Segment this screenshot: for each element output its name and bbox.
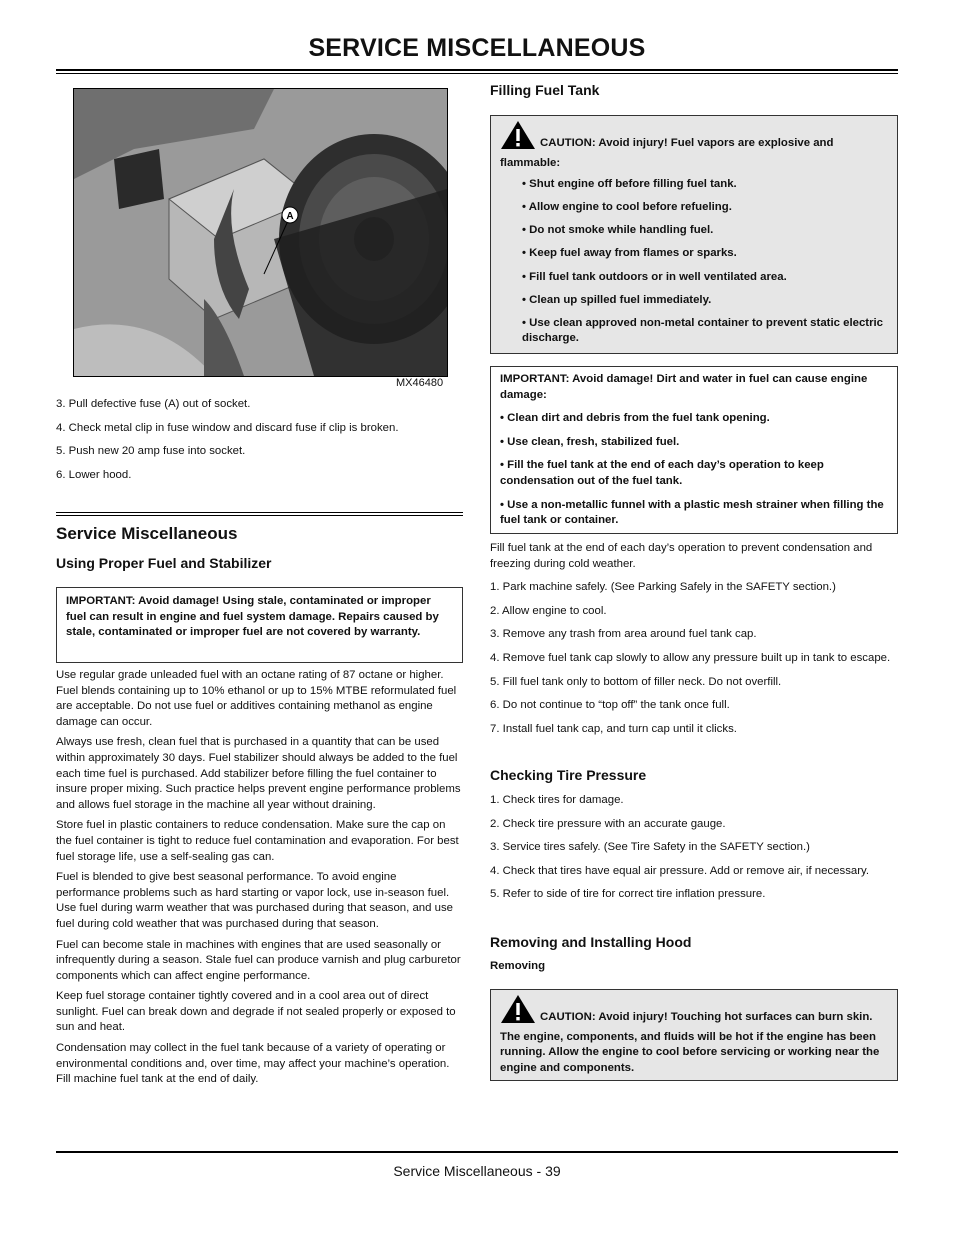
footer-rule (56, 1151, 898, 1153)
list-item: 5. Fill fuel tank only to bottom of filler neck. Do not overfill. (490, 675, 782, 688)
warning-icon (500, 120, 536, 156)
paragraph: Keep fuel storage container tightly covered and in a cool area out of direct sunlight. Fuel can break down and degrade if not sealed properly or exposed to sun and heat. (56, 990, 456, 1034)
list-item: 3. Pull defective fuse (A) out of socket. (56, 398, 251, 410)
paragraph: Use regular grade unleaded fuel with an octane rating of 87 octane or higher. Fuel blends containing up to 10% ethanol or up to 15% MTBE reformulated fuel are acceptable. Do not use fuel or additives containing methanol as engine damage can occur. (56, 669, 457, 728)
page-title: SERVICE MISCELLANEOUS (308, 34, 646, 62)
list-item: 4. Check metal clip in fuse window and discard fuse if clip is broken. (56, 421, 399, 434)
list-item: 3. Remove any trash from area around fuel tank cap. (490, 628, 757, 641)
fuel-paragraphs (56, 668, 463, 1088)
hood-heading: Removing and Installing Hood (490, 934, 692, 950)
tire-steps (490, 793, 895, 903)
caution-item: • Keep fuel away from flames or sparks. (522, 247, 737, 260)
paragraph: Condensation may collect in the fuel tank because of a variety of operating or environmental conditions and, over time, may affect your machine’s operation. Fill machine fuel tank at the end of daily. (56, 1042, 450, 1086)
list-item: 1. Check tires for damage. (490, 794, 624, 806)
caution-hood-box (490, 989, 898, 1081)
filling-heading: Filling Fuel Tank (490, 82, 600, 98)
list-item: 5. Push new 20 amp fuse into socket. (56, 445, 246, 458)
caution-hood-text: CAUTION: Avoid injury! Touching hot surfaces can burn skin. The engine, components, and fluids will be hot if the engine has been running. Allow the engine to cool before servicing or working near the engine and components. (500, 994, 888, 1076)
caution-fuel-title: CAUTION: Avoid injury! Fuel vapors are explosive and flammable: (500, 120, 888, 171)
important-fuel-text: IMPORTANT: Avoid damage! Using stale, contaminated or improper fuel can result in engine and fuel system damage. Repairs caused by stale, contaminated or improper fuel are not covered by warranty. (66, 595, 439, 639)
list-item: 5. Refer to side of tire for correct tire inflation pressure. (490, 888, 766, 901)
hood-subheading: Removing (490, 960, 546, 972)
list-item: 6. Do not continue to “top off” the tank once full. (490, 699, 730, 712)
paragraph: Fill fuel tank at the end of each day’s operation to prevent condensation and freezing during cold weather. (490, 542, 873, 570)
warning-icon (500, 994, 536, 1030)
callout-a: A (286, 211, 294, 222)
header-rule (56, 69, 898, 74)
important-dirt-title: IMPORTANT: Avoid damage! Dirt and water in fuel can cause engine damage: (500, 373, 868, 401)
important-item: • Fill the fuel tank at the end of each day’s operation to keep condensation out of the fuel tank. (500, 459, 824, 487)
list-item: 7. Install fuel tank cap, and turn cap until it clicks. (490, 722, 737, 735)
caution-fuel-box (490, 115, 898, 354)
list-item: 3. Service tires safely. (See Tire Safety in the SAFETY section.) (490, 841, 810, 854)
caution-item: • Clean up spilled fuel immediately. (522, 293, 712, 306)
caution-item: • Shut engine off before filling fuel tank. (522, 178, 737, 191)
important-item: • Clean dirt and debris from the fuel tank opening. (500, 412, 770, 425)
caution-item: • Do not smoke while handling fuel. (522, 224, 714, 237)
list-item: 1. Park machine safely. (See Parking Safely in the SAFETY section.) (490, 581, 836, 594)
figure-caption: MX46480 (396, 377, 444, 389)
paragraph: Fuel is blended to give best seasonal performance. To avoid engine performance problems such as hard starting or vapor lock, use in-season fuel. Use fuel during warm weather that was purchased during that season, and use fuel during cold weather that was purchased during that season. (56, 871, 454, 930)
list-item: 4. Check that tires have equal air pressure. Add or remove air, if necessary. (490, 864, 870, 877)
page-footer: Service Miscellaneous - 39 (393, 1163, 561, 1179)
filling-steps (490, 541, 895, 737)
list-item: 2. Allow engine to cool. (490, 604, 607, 617)
paragraph: Always use fresh, clean fuel that is purchased in a quantity that can be used within approximately 30 days. Fuel stabilizer should always be added to the fuel each time fuel is purchased. Add stabilizer before filling the fuel container to insure proper mixing. Such practice helps prevent engine performance problems and allows fuel storage in the machine all year without draining. (56, 736, 461, 811)
tires-heading: Checking Tire Pressure (490, 767, 647, 783)
fuel-heading: Using Proper Fuel and Stabilizer (56, 555, 272, 571)
caution-item: • Allow engine to cool before refueling. (522, 201, 732, 214)
list-item: 2. Check tire pressure with an accurate gauge. (490, 817, 726, 830)
section-title: Service Miscellaneous (56, 524, 238, 543)
paragraph: Fuel can become stale in machines with engines that are used seasonally or infrequently during a season. Stale fuel can produce varnish and plug carburetor components which can affect engine performance. (56, 938, 461, 982)
list-item: 4. Remove fuel tank cap slowly to allow any pressure built up in tank to escape. (490, 651, 891, 664)
section-rule (56, 512, 463, 516)
paragraph: Store fuel in plastic containers to reduce condensation. Make sure the cap on the fuel container is tight to reduce fuel contamination and evaporation. For best fuel storage life, use a self-sealing gas can. (56, 819, 459, 863)
fuse-steps (56, 397, 463, 483)
fuse-photo (73, 88, 448, 377)
list-item: 6. Lower hood. (56, 468, 132, 481)
important-fuel-box (56, 587, 463, 663)
important-item: • Use clean, fresh, stabilized fuel. (500, 435, 680, 448)
important-dirt-box (490, 366, 898, 534)
caution-item: • Fill fuel tank outdoors or in well ventilated area. (522, 270, 787, 283)
important-item: • Use a non-metallic funnel with a plastic mesh strainer when filling the fuel tank or container. (500, 498, 884, 527)
caution-item: • Use clean approved non-metal container to prevent static electric discharge. (522, 316, 884, 345)
